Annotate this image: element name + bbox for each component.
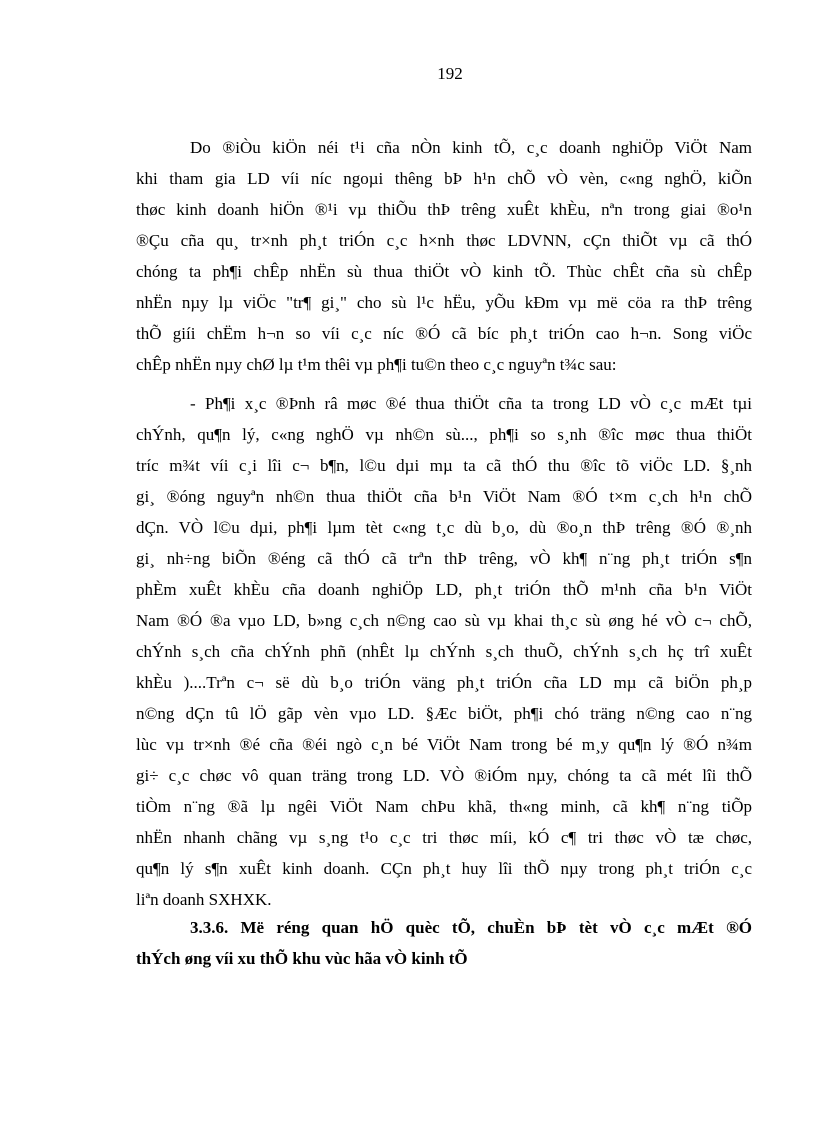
text-line: chÝnh, qu¶n lý, c«ng nghÖ vµ nh©n sù..., ph¶i so s¸nh ®îc møc thua thiÖt: [136, 425, 752, 444]
text-line: khÈu )....Trªn c¬ së dù b¸o triÓn väng ph¸t triÓn cña LD mµ cã biÖn ph¸p: [136, 673, 752, 692]
text-line: nhËn nµy lµ viÖc "tr¶ gi¸" cho sù l¹c hËu, yÕu kÐm vµ më cöa ra thÞ trêng: [136, 293, 752, 312]
paragraph-1: [136, 132, 752, 380]
text-line: gi¸ nh÷ng biÕn ®éng cã thÓ cã trªn thÞ trêng, vÒ kh¶ n¨ng ph¸t triÓn s¶n: [136, 549, 752, 568]
text-line: liªn doanh SXHXK.: [136, 890, 272, 909]
page-number: [0, 64, 816, 84]
text-line: n©ng dÇn tû lÖ gãp vèn vµo LD. §Æc biÖt, ph¶i chó träng n©ng cao n¨ng: [136, 704, 752, 723]
text-line: tiÒm n¨ng ®ã lµ ngêi ViÖt Nam chÞu khã, th«ng minh, cã kh¶ n¨ng tiÕp: [136, 797, 752, 816]
text-line: chÝnh s¸ch cña chÝnh phñ (nhÊt lµ chÝnh s¸ch thuÕ, chÝnh s¸ch hç trî xuÊt: [136, 642, 752, 661]
text-line: qu¶n lý s¶n xuÊt kinh doanh. CÇn ph¸t huy lîi thÕ nµy trong ph¸t triÓn c¸c: [136, 859, 752, 878]
text-line: phÈm xuÊt khÈu cña doanh nghiÖp LD, ph¸t triÓn thÕ m¹nh cña b¹n ViÖt: [136, 580, 752, 599]
paragraph-2: [136, 388, 752, 915]
text-line: gi¸ ®óng nguyªn nh©n thua thiÖt cña b¹n ViÖt Nam ®Ó t×m c¸ch h¹n chÕ: [136, 487, 752, 506]
text-line: thøc kinh doanh hiÖn ®¹i vµ thiÕu thÞ trêng xuÊt khÈu, nªn trong giai ®o¹n: [136, 200, 752, 219]
text-line: dÇn. VÒ l©u dµi, ph¶i lµm tèt c«ng t¸c dù b¸o, dù ®o¸n thÞ trêng ®Ó ®¸nh: [136, 518, 752, 537]
body-text: [136, 132, 752, 915]
text-line: - Ph¶i x¸c ®Þnh râ møc ®é thua thiÖt cña ta trong LD vÒ c¸c mÆt tµi: [190, 394, 752, 413]
text-line: chÊp nhËn nµy chØ lµ t¹m thêi vµ ph¶i tu©n theo c¸c nguyªn t¾c sau:: [136, 355, 617, 374]
section-heading: [136, 912, 752, 974]
heading-line: 3.3.6. Më réng quan hÖ quèc tÕ, chuÈn bÞ tèt vÒ c¸c mÆt ®Ó: [190, 918, 752, 937]
text-line: thÕ giíi chËm h¬n so víi c¸c níc ®Ó cã bíc ph¸t triÓn cao h¬n. Song viÖc: [136, 324, 752, 343]
text-line: khi tham gia LD víi níc ngoµi thêng bÞ h¹n chÕ vÒ vèn, c«ng nghÖ, kiÕn: [136, 169, 752, 188]
text-line: Nam ®Ó ®a vµo LD, b»ng c¸ch n©ng cao sù vµ khai th¸c sù øng hé vÒ c¬ chÕ,: [136, 611, 752, 630]
heading-line: thÝch øng víi xu thÕ khu vùc hãa vÒ kinh tÕ: [136, 949, 468, 968]
text-line: chóng ta ph¶i chÊp nhËn sù thua thiÖt vÒ kinh tÕ. Thùc chÊt cña sù chÊp: [136, 262, 752, 281]
text-line: lùc vµ tr×nh ®é cña ®éi ngò c¸n bé ViÖt Nam trong bé m¸y qu¶n lý ®Ó n¾m: [136, 735, 752, 754]
text-line: ®Çu cña qu¸ tr×nh ph¸t triÓn c¸c h×nh thøc LDVNN, cÇn thiÕt vµ cã thÓ: [136, 231, 752, 250]
page-number-text: 192: [437, 64, 463, 83]
text-line: tríc m¾t víi c¸i lîi c¬ b¶n, l©u dµi mµ ta cã thÓ thu ®îc tõ viÖc LD. §¸nh: [136, 456, 752, 475]
text-line: gi÷ c¸c chøc vô quan träng trong LD. VÒ ®iÓm nµy, chóng ta cã mét lîi thÕ: [136, 766, 752, 785]
text-line: Do ®iÒu kiÖn néi t¹i cña nÒn kinh tÕ, c¸c doanh nghiÖp ViÖt Nam: [190, 138, 752, 157]
text-line: nhËn nhanh chãng vµ s¸ng t¹o c¸c tri thøc míi, kÓ c¶ tri thøc vÒ tæ chøc,: [136, 828, 752, 847]
